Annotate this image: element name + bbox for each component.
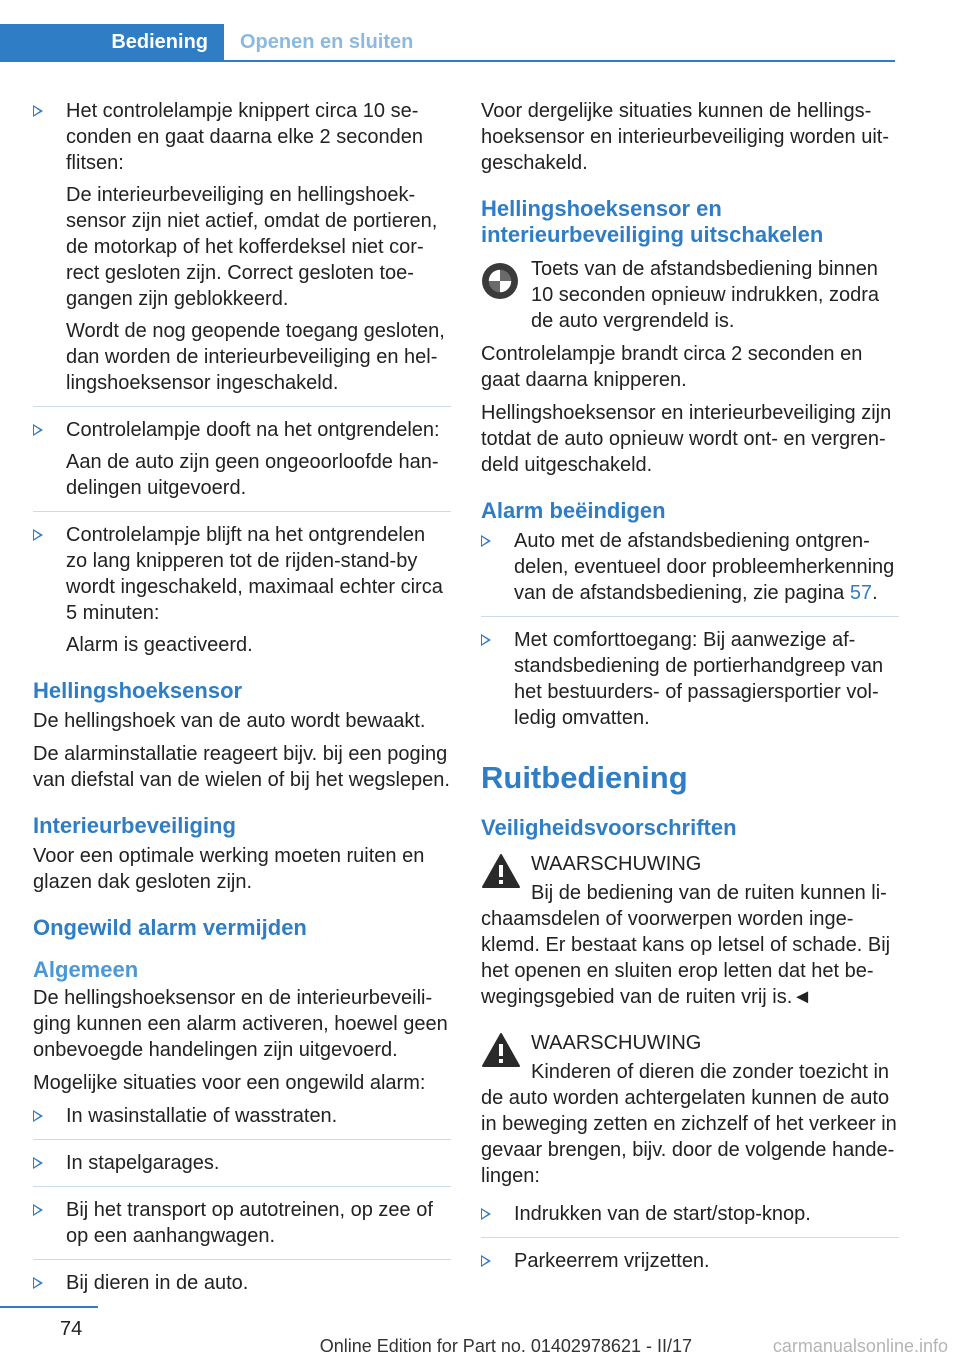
remote-key-note bbox=[481, 256, 899, 334]
bullet-triangle-icon bbox=[481, 535, 491, 547]
bmw-logo-icon bbox=[481, 262, 519, 300]
paragraph: De hellingshoek van de auto wordt bewaakt. bbox=[33, 710, 426, 732]
list-item-text: Bij het transport op autotreinen, op zee of op een aanhangwagen. bbox=[66, 1199, 433, 1247]
list-divider bbox=[481, 1237, 899, 1238]
paragraph: Toets van de afstandsbediening binnen 10 seconden opnieuw indrukken, zodra de auto vergrendeld is. bbox=[531, 258, 880, 332]
list-item-text-start: Auto met de afstandsbediening ontgren-delen, eventueel door probleemherkenning van de afstandsbediening, zie pagina bbox=[514, 530, 895, 604]
heading-ongewild-alarm: Ongewild alarm vermijden bbox=[33, 915, 307, 940]
paragraph: Voor een optimale werking moeten ruiten en glazen dak gesloten zijn. bbox=[33, 845, 425, 893]
list-item bbox=[481, 627, 899, 731]
list-item bbox=[33, 1103, 451, 1129]
edition-text: Online Edition for Part no. 01402978621 - II/17 bbox=[319, 1336, 692, 1356]
list-item-text: Parkeerrem vrijzetten. bbox=[514, 1250, 710, 1272]
list-item-text: Indrukken van de start/stop-knop. bbox=[514, 1203, 811, 1225]
warning-title: WAARSCHUWING bbox=[531, 1032, 702, 1054]
list-divider bbox=[33, 1186, 451, 1187]
list-divider bbox=[481, 616, 899, 617]
warning-triangle-icon bbox=[481, 1032, 521, 1068]
paragraph: Controlelampje brandt circa 2 seconden en gaat daarna knipperen. bbox=[481, 343, 863, 391]
list-item bbox=[33, 1150, 451, 1176]
tab-openen-en-sluiten[interactable]: Openen en sluiten bbox=[240, 31, 414, 53]
list-item bbox=[481, 528, 899, 606]
list-item bbox=[33, 98, 451, 396]
right-column bbox=[481, 98, 899, 1284]
bullet-triangle-icon bbox=[481, 1255, 491, 1267]
warning-block bbox=[481, 851, 899, 877]
list-item-text bbox=[514, 528, 899, 606]
paragraph: De interieurbeveiliging en hellingshoek-sensor zijn niet actief, omdat de portieren, de motorkap of het kofferdeksel niet cor-rect gesloten zijn. Correct gesloten toe-gangen zijn geblokkeerd. bbox=[66, 184, 438, 310]
list-item bbox=[33, 1197, 451, 1249]
paragraph: Aan de auto zijn geen ongeoorloofde han-delingen uitgevoerd. bbox=[66, 451, 439, 499]
heading-uitschakelen: Hellingshoeksensor en interieurbeveiliging uitschakelen bbox=[481, 196, 824, 247]
list-item bbox=[33, 522, 451, 658]
heading-veiligheidsvoorschriften: Veiligheidsvoorschriften bbox=[481, 815, 737, 840]
bullet-triangle-icon bbox=[33, 529, 43, 541]
warning-title: WAARSCHUWING bbox=[531, 853, 702, 875]
list-item-text: In stapelgarages. bbox=[66, 1152, 220, 1174]
bullet-triangle-icon bbox=[33, 1277, 43, 1289]
header-bar bbox=[0, 0, 895, 62]
bullet-triangle-icon bbox=[481, 1208, 491, 1220]
list-divider bbox=[33, 1139, 451, 1140]
paragraph: Het controlelampje knippert circa 10 se-conden en gaat daarna elke 2 seconden flitsen: bbox=[66, 100, 423, 174]
bullet-triangle-icon bbox=[33, 424, 43, 436]
paragraph: De hellingshoeksensor en de interieurbeveili-ging kunnen een alarm activeren, hoewel geen onbevoegde handelingen zijn uitgevoerd. bbox=[33, 987, 448, 1061]
warning-text: Kinderen of dieren die zonder toezicht in de auto worden achtergelaten kunnen de auto in beweging zetten en zichzelf of het verkeer in gevaar brengen, bijv. door de volgende hande-lingen: bbox=[481, 1061, 897, 1187]
bullet-triangle-icon bbox=[33, 1110, 43, 1122]
paragraph: Wordt de nog geopende toegang gesloten, dan worden de interieurbeveiliging en hel-lingshoeksensor ingeschakeld. bbox=[66, 320, 445, 394]
list-item bbox=[481, 1248, 899, 1274]
list-item-text: In wasinstallatie of wasstraten. bbox=[66, 1105, 338, 1127]
warning-block bbox=[481, 1030, 899, 1056]
heading-alarm-beeindigen: Alarm beëindigen bbox=[481, 498, 666, 523]
paragraph: Mogelijke situaties voor een ongewild alarm: bbox=[33, 1072, 426, 1094]
list-item-text-end: . bbox=[872, 582, 878, 604]
list-item bbox=[33, 417, 451, 501]
paragraph: Controlelampje blijft na het ontgrendelen zo lang knipperen tot de rijden-stand-by wordt ingeschakeld, maximaal echter circa 5 minuten: bbox=[66, 524, 443, 624]
list-item-text: Bij dieren in de auto. bbox=[66, 1272, 249, 1294]
list-divider bbox=[33, 511, 451, 512]
bullet-triangle-icon bbox=[33, 1204, 43, 1216]
tab-bediening[interactable]: Bediening bbox=[0, 24, 224, 61]
heading-algemeen: Algemeen bbox=[33, 957, 139, 982]
page-link[interactable]: 57 bbox=[849, 582, 873, 604]
paragraph: Controlelampje dooft na het ontgrendelen: bbox=[66, 419, 440, 441]
bullet-triangle-icon bbox=[481, 634, 491, 646]
watermark: carmanualsonline.info bbox=[772, 1336, 948, 1356]
list-item bbox=[481, 1201, 899, 1227]
bullet-triangle-icon bbox=[33, 105, 43, 117]
list-divider bbox=[33, 406, 451, 407]
list-divider bbox=[33, 1259, 451, 1260]
paragraph: Hellingshoeksensor en interieurbeveiliging zijn totdat de auto opnieuw wordt ont- en vergren-deld uitgeschakeld. bbox=[481, 402, 892, 476]
list-item bbox=[33, 1270, 451, 1296]
page-number: 74 bbox=[60, 1318, 83, 1340]
heading-ruitbediening: Ruitbediening bbox=[481, 760, 688, 795]
paragraph: De alarminstallatie reageert bijv. bij een poging van diefstal van de wielen of bij het wegslepen. bbox=[33, 743, 450, 791]
warning-text: Bij de bediening van de ruiten kunnen li-chaamsdelen of voorwerpen worden inge-klemd. Er bestaat kans op letsel of schade. Bij het openen en sluiten erop letten dat het be-wegingsgebied van de ruiten vrij is.◄ bbox=[481, 882, 891, 1008]
heading-hellingshoeksensor: Hellingshoeksensor bbox=[33, 678, 243, 703]
heading-interieurbeveiliging: Interieurbeveiliging bbox=[33, 813, 236, 838]
list-item-text: Met comforttoegang: Bij aanwezige af-standsbediening de portierhandgreep van het bestuurders- of passagiersportier vol-ledig omvatten. bbox=[514, 629, 884, 729]
footer-divider bbox=[0, 1306, 98, 1308]
paragraph: Alarm is geactiveerd. bbox=[66, 634, 253, 656]
paragraph: Voor dergelijke situaties kunnen de hellings-hoeksensor en interieurbeveiliging worden uit-geschakeld. bbox=[481, 100, 890, 174]
header-divider bbox=[0, 60, 895, 62]
warning-triangle-icon bbox=[481, 853, 521, 889]
left-column bbox=[33, 98, 451, 1306]
bullet-triangle-icon bbox=[33, 1157, 43, 1169]
